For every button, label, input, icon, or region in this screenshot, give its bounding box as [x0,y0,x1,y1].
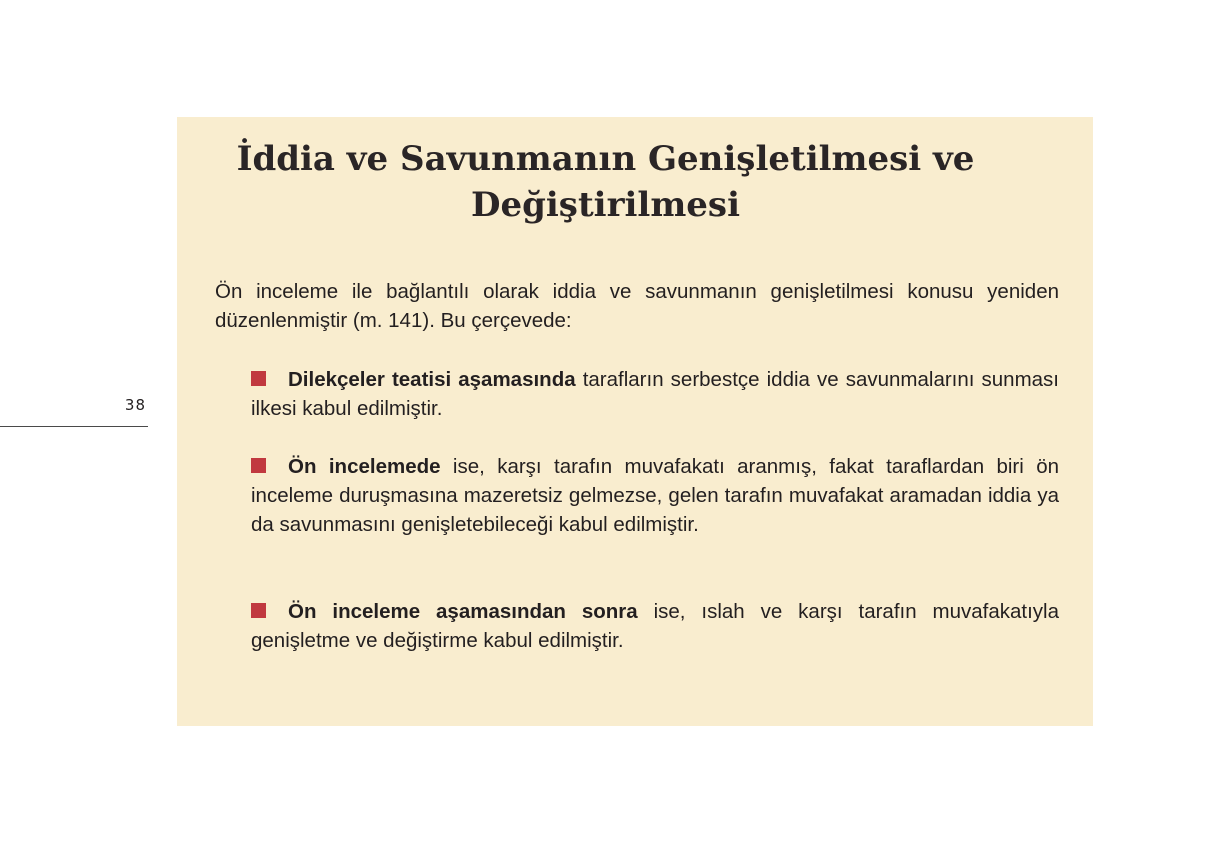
bullet-square-icon [251,371,266,386]
bullet-lead: Dilekçeler teatisi aşamasında [288,368,576,391]
bullet-square-icon [251,458,266,473]
bullet-lead: Ön inceleme aşamasından sonra [288,600,638,623]
bullet-item [251,365,1059,423]
page-number: 38 [124,396,146,414]
page-title [0,136,1211,228]
page-number-rule [0,426,148,427]
intro-paragraph: Ön inceleme ile bağlantılı olarak iddia ve savunmanın genişletilmesi konusu yeniden düzenlenmiştir (m. 141). Bu çerçevede: [215,280,1059,332]
bullet-item [251,452,1059,539]
title-line-2: Değiştirilmesi [471,185,740,225]
bullet-lead: Ön incelemede [288,455,441,478]
bullet-square-icon [251,603,266,618]
bullet-text: ise, karşı tarafın muvafakatı aranmış, fakat taraflardan biri ön inceleme duruşmasına mazeretsiz gelmezse, gelen tarafın muvafakat aramadan iddia ya da savunmasını genişletebileceği kabul edilmiştir. [251,455,1059,536]
title-line-1: İddia ve Savunmanın Genişletilmesi ve [236,139,975,179]
bullet-text: ise, ıslah ve karşı tarafın muvafakatıyla genişletme ve değiştirme kabul edilmiştir. [251,600,1059,652]
bullet-item [251,597,1059,655]
bullet-text: tarafların serbestçe iddia ve savunmalarını sunması ilkesi kabul edilmiştir. [251,368,1059,420]
